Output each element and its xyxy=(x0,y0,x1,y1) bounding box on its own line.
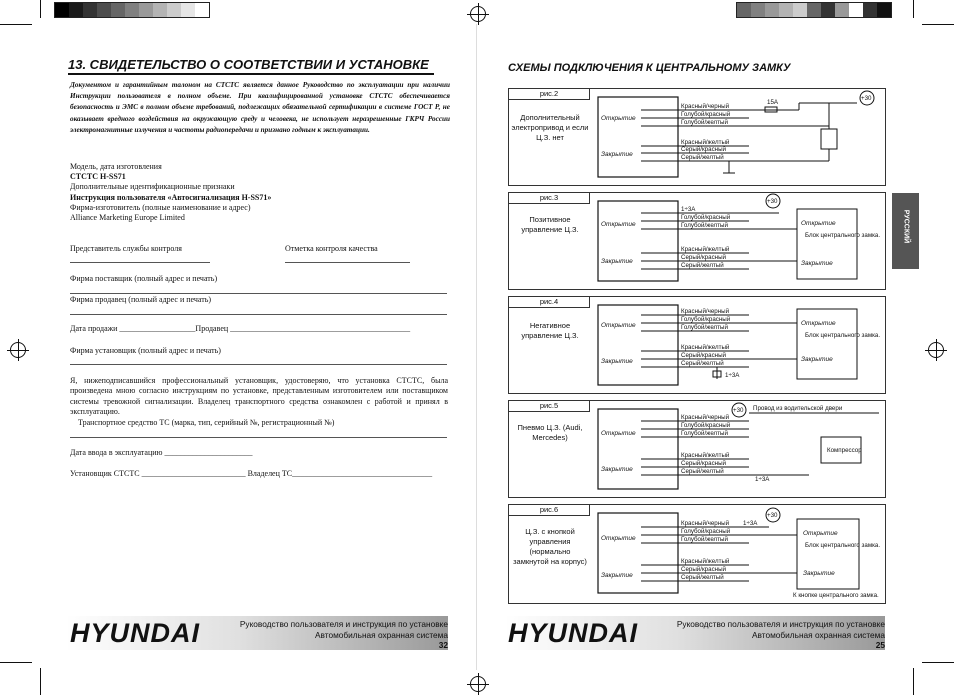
svg-text:Серый/красный: Серый/красный xyxy=(681,146,726,153)
color-bar-right xyxy=(736,2,892,18)
fig-description: Дополнительный электропривод и если Ц.З. нет xyxy=(511,113,589,142)
svg-text:Блок центрального замка.: Блок центрального замка. xyxy=(805,332,881,339)
footer-line-1: Руководство пользователя и инструкция по установке xyxy=(239,619,448,629)
registration-mark-icon xyxy=(10,342,26,358)
svg-text:Закрытие: Закрытие xyxy=(601,466,633,473)
wiring-diagram xyxy=(589,193,885,289)
registration-mark-icon xyxy=(928,342,944,358)
svg-text:Серый/желтый: Серый/желтый xyxy=(681,574,724,581)
svg-text:1÷3A: 1÷3A xyxy=(743,520,758,527)
crop-mark xyxy=(0,662,32,663)
signature-line xyxy=(285,262,410,263)
hyundai-logo: HYUNDAI xyxy=(508,618,639,648)
svg-text:Голубой/красный: Голубой/красный xyxy=(681,214,731,221)
footer-line-2: Автомобильная охранная система xyxy=(315,629,448,640)
fig-label: рис.6 xyxy=(509,505,590,516)
fig-label: рис.5 xyxy=(509,401,590,412)
svg-text:Голубой/красный: Голубой/красный xyxy=(681,528,731,535)
svg-text:Серый/желтый: Серый/желтый xyxy=(681,154,724,161)
svg-text:Голубой/красный: Голубой/красный xyxy=(681,316,731,323)
footer-text xyxy=(670,619,885,651)
fig-description: Ц.З. с кнопкой управления (нормально замкнутой на корпус) xyxy=(513,527,587,566)
wiring-diagram xyxy=(589,401,885,497)
svg-text:Закрытие: Закрытие xyxy=(601,151,633,158)
svg-text:15A: 15A xyxy=(767,99,779,106)
svg-text:Красный/желтый: Красный/желтый xyxy=(681,344,730,351)
svg-text:Блок центрального замка.: Блок центрального замка. xyxy=(805,232,881,239)
svg-text:Блок центрального замка.: Блок центрального замка. xyxy=(805,542,881,549)
svg-text:Серый/красный: Серый/красный xyxy=(681,254,726,261)
diagram-fig3 xyxy=(508,192,886,290)
diagram-fig5 xyxy=(508,400,886,498)
svg-text:Голубой/желтый: Голубой/желтый xyxy=(681,430,728,437)
model-label: Модель, дата изготовления xyxy=(70,162,162,171)
installer-owner-label: Установщик СТСТС __________________________ Владелец ТС___________________________________ xyxy=(70,469,433,478)
fill-line xyxy=(70,437,447,438)
svg-text:Серый/желтый: Серый/желтый xyxy=(681,468,724,475)
svg-text:Голубой/красный: Голубой/красный xyxy=(681,111,731,118)
wiring-diagram xyxy=(589,297,885,393)
svg-text:+30: +30 xyxy=(733,407,744,414)
crop-mark xyxy=(913,668,914,695)
page-number: 25 xyxy=(875,640,885,650)
svg-text:1÷3A: 1÷3A xyxy=(681,206,696,213)
vehicle-label: Транспортное средство ТС (марка, тип, серийный №, регистрационный №) xyxy=(78,418,335,427)
svg-text:Красный/желтый: Красный/желтый xyxy=(681,246,730,253)
hyundai-logo: HYUNDAI xyxy=(70,618,201,648)
svg-text:Закрытие: Закрытие xyxy=(801,260,833,267)
footer-text xyxy=(236,619,448,651)
svg-text:Открытие: Открытие xyxy=(601,430,636,437)
extra-value: Инструкция пользователя «Автосигнализация H-SS71» xyxy=(70,193,272,202)
commission-date-label: Дата ввода в эксплуатацию ______________________ xyxy=(70,448,253,457)
fig-label: рис.2 xyxy=(509,89,590,100)
svg-text:К кнопке центрального замка.: К кнопке центрального замка. xyxy=(793,592,879,599)
svg-text:Красный/желтый: Красный/желтый xyxy=(681,558,730,565)
svg-text:Закрытие: Закрытие xyxy=(801,356,833,363)
model-value: СТСТС H-SS71 xyxy=(70,172,126,181)
page-title: 13. СВИДЕТЕЛЬСТВО О СООТВЕТСТВИИ И УСТАНОВКЕ xyxy=(68,57,434,75)
intro-paragraph: Документом и гарантийным талоном на СТСТС является данное Руководство по эксплуатации при наличии Инструкции пользователя в полном объеме. При квалифицированной установке СТСТС обеспечивается безопасность и ЭМС в полном объеме требований, подлежащих обязательной сертификации в системе ГОСТ Р, не оказывает вредного воздействия на окружающую среду и человека, не использует неразрешенные ГКРЧ России электромагнитные излучения и частоты радиопередачи и признано годным к эксплуатации. xyxy=(70,81,450,134)
svg-text:+30: +30 xyxy=(861,95,872,102)
installer-firm-label: Фирма установщик (полный адрес и печать) xyxy=(70,346,221,355)
maker-value: Alliance Marketing Europe Limited xyxy=(70,213,185,222)
svg-text:Серый/желтый: Серый/желтый xyxy=(681,360,724,367)
sale-date-label: Дата продажи ___________________Продавец _____________________________________________ xyxy=(70,324,411,333)
language-tab xyxy=(892,193,919,269)
svg-text:Открытие: Открытие xyxy=(601,221,636,228)
svg-text:Провод из водительской двери: Провод из водительской двери xyxy=(753,405,843,412)
svg-text:Серый/красный: Серый/красный xyxy=(681,352,726,359)
fig-description: Пневмо Ц.З. (Audi, Mercedes) xyxy=(517,423,583,442)
svg-text:+30: +30 xyxy=(767,512,778,519)
crop-mark xyxy=(40,668,41,695)
extra-label: Дополнительные идентификационные признаки xyxy=(70,182,235,191)
svg-text:Серый/красный: Серый/красный xyxy=(681,460,726,467)
svg-text:Красный/черный: Красный/черный xyxy=(681,520,730,527)
qc-label: Отметка контроля качества xyxy=(285,244,378,253)
page-number: 32 xyxy=(438,640,448,650)
svg-text:Голубой/желтый: Голубой/желтый xyxy=(681,222,728,229)
maker-label: Фирма-изготовитель (полные наименование и адрес) xyxy=(70,203,251,212)
svg-text:Закрытие: Закрытие xyxy=(803,570,835,577)
registration-mark-icon xyxy=(470,676,486,692)
footer-line-1: Руководство пользователя и инструкция по установке xyxy=(676,619,885,629)
crop-mark xyxy=(913,0,914,18)
declaration-paragraph: Я, нижеподписавшийся профессиональный установщик, удостоверяю, что установка СТСТС, была произведена мною согласно инструкциям по установке, представленным изготовителем или поставщиком системы тревожной сигнализации. Владелец транспортного средства ознакомлен с работой и принял в эксплуатацию. xyxy=(70,376,448,417)
svg-text:1÷3A: 1÷3A xyxy=(725,372,740,379)
diagram-fig2 xyxy=(508,88,886,186)
fill-line xyxy=(70,314,447,315)
fill-line xyxy=(70,364,447,365)
svg-text:Открытие: Открытие xyxy=(601,115,636,122)
language-tab-label: РУССКИЙ xyxy=(902,209,910,244)
crop-mark xyxy=(922,24,954,25)
svg-text:Красный/черный: Красный/черный xyxy=(681,414,730,421)
diagram-fig6 xyxy=(508,504,886,604)
registration-mark-icon xyxy=(470,6,486,22)
svg-text:Открытие: Открытие xyxy=(601,535,636,542)
svg-text:Открытие: Открытие xyxy=(801,220,836,227)
svg-text:Голубой/желтый: Голубой/желтый xyxy=(681,324,728,331)
seller-label: Фирма продавец (полный адрес и печать) xyxy=(70,295,212,304)
svg-text:Серый/желтый: Серый/желтый xyxy=(681,262,724,269)
svg-text:Открытие: Открытие xyxy=(803,530,838,537)
svg-text:Закрытие: Закрытие xyxy=(601,258,633,265)
crop-mark xyxy=(922,662,954,663)
wiring-diagram xyxy=(589,89,885,185)
svg-text:Голубой/желтый: Голубой/желтый xyxy=(681,536,728,543)
svg-text:Красный/желтый: Красный/желтый xyxy=(681,139,730,146)
signature-line xyxy=(70,262,210,263)
svg-text:Красный/желтый: Красный/желтый xyxy=(681,452,730,459)
svg-text:Серый/красный: Серый/красный xyxy=(681,566,726,573)
svg-text:Закрытие: Закрытие xyxy=(601,572,633,579)
color-bar-left xyxy=(54,2,210,18)
svg-text:1÷3A: 1÷3A xyxy=(755,476,770,483)
fig-description: Негативное управление Ц.З. xyxy=(521,321,579,340)
svg-text:Открытие: Открытие xyxy=(801,320,836,327)
svg-text:Красный/черный: Красный/черный xyxy=(681,308,730,315)
svg-text:Голубой/желтый: Голубой/желтый xyxy=(681,119,728,126)
svg-text:Голубой/красный: Голубой/красный xyxy=(681,422,731,429)
svg-text:Закрытие: Закрытие xyxy=(601,358,633,365)
fig-label: рис.4 xyxy=(509,297,590,308)
svg-text:Красный/черный: Красный/черный xyxy=(681,103,730,110)
crop-mark xyxy=(0,24,32,25)
svg-text:Открытие: Открытие xyxy=(601,322,636,329)
wiring-diagram xyxy=(589,505,885,603)
footer-line-2: Автомобильная охранная система xyxy=(752,629,885,640)
svg-text:Компрессор: Компрессор xyxy=(827,447,862,454)
fig-label: рис.3 xyxy=(509,193,590,204)
svg-text:+30: +30 xyxy=(767,198,778,205)
supplier-label: Фирма поставщик (полный адрес и печать) xyxy=(70,274,218,283)
diagrams-title: СХЕМЫ ПОДКЛЮЧЕНИЯ К ЦЕНТРАЛЬНОМУ ЗАМКУ xyxy=(508,62,791,74)
diagram-fig4 xyxy=(508,296,886,394)
page-divider xyxy=(476,24,477,670)
fig-description: Позитивное управление Ц.З. xyxy=(521,215,579,234)
rep-label: Представитель службы контроля xyxy=(70,244,182,253)
fill-line xyxy=(70,293,447,294)
crop-mark xyxy=(40,0,41,18)
